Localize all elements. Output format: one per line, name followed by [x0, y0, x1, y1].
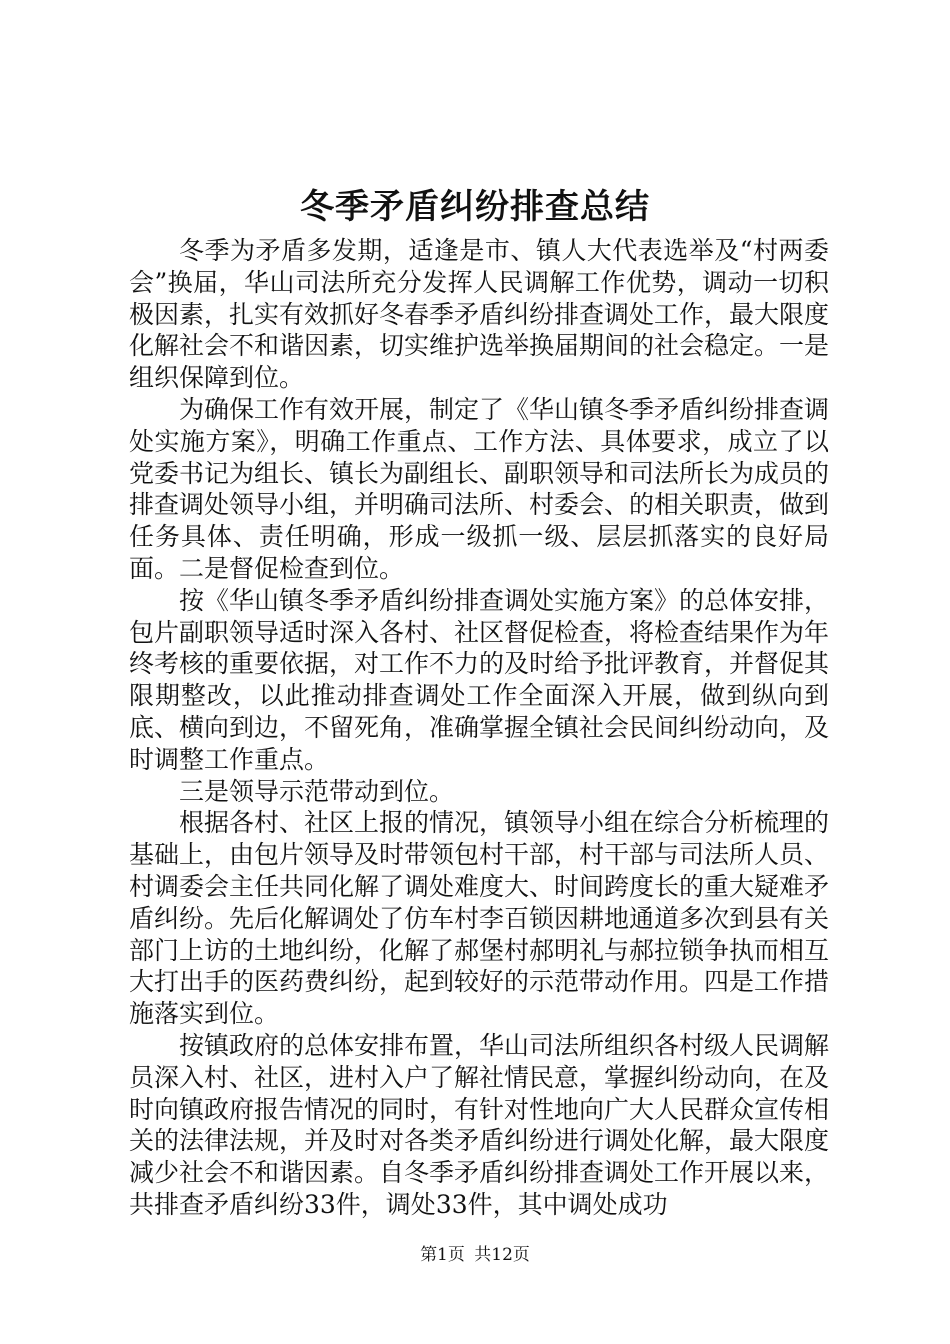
document-body	[129, 235, 829, 1221]
paragraph-2: 为确保工作有效开展，制定了《华山镇冬季矛盾纠纷排查调处实施方案》，明确工作重点、工作方法、具体要求，成立了以党委书记为组长、镇长为副组长、副职领导和司法所长为成员的排查调处领导小组，并明确司法所、村委会、的相关职责，做到任务具体、责任明确，形成一级抓一级、层层抓落实的良好局面。二是督促检查到位。	[129, 394, 830, 583]
paragraph-3: 按《华山镇冬季矛盾纠纷排查调处实施方案》的总体安排，包片副职领导适时深入各村、社区督促检查，将检查结果作为年终考核的重要依据，对工作不力的及时给予批评教育，并督促其限期整改，以此推动排查调处工作全面深入开展，做到纵向到底、横向到边，不留死角，准确掌握全镇社会民间纠纷动向，及时调整工作重点。	[129, 585, 830, 774]
page-number: 第1页	[420, 1245, 465, 1265]
document-title: 冬季矛盾纠纷排查总结	[300, 187, 650, 227]
page-footer	[0, 1243, 950, 1267]
paragraph-1: 冬季为矛盾多发期，适逢是市、镇人大代表选举及“村两委会”换届，华山司法所充分发挥人民调解工作优势，调动一切积极因素，扎实有效抓好冬春季矛盾纠纷排查调处工作，最大限度化解社会不和谐因素，切实维护选举换届期间的社会稳定。一是组织保障到位。	[129, 236, 830, 393]
paragraph-4: 三是领导示范带动到位。	[179, 776, 455, 806]
paragraph-6: 按镇政府的总体安排布置，华山司法所组织各村级人民调解员深入村、社区，进村入户了解社情民意，掌握纠纷动向，在及时向镇政府报告情况的同时，有针对性地向广大人民群众宣传相关的法律法规，并及时对各类矛盾纠纷进行调处化解，最大限度减少社会不和谐因素。自冬季矛盾纠纷排查调处工作开展以来，共排查矛盾纠纷33件，调处33件，其中调处成功	[129, 1030, 830, 1219]
page-total: 共12页	[474, 1245, 530, 1265]
paragraph-5: 根据各村、社区上报的情况，镇领导小组在综合分析梳理的基础上，由包片领导及时带领包村干部，村干部与司法所人员、村调委会主任共同化解了调处难度大、时间跨度长的重大疑难矛盾纠纷。先后化解调处了仿车村李百锁因耕地通道多次到县有关部门上访的土地纠纷，化解了郝堡村郝明礼与郝拉锁争执而相互大打出手的医药费纠纷，起到较好的示范带动作用。四是工作措施落实到位。	[129, 808, 830, 1029]
